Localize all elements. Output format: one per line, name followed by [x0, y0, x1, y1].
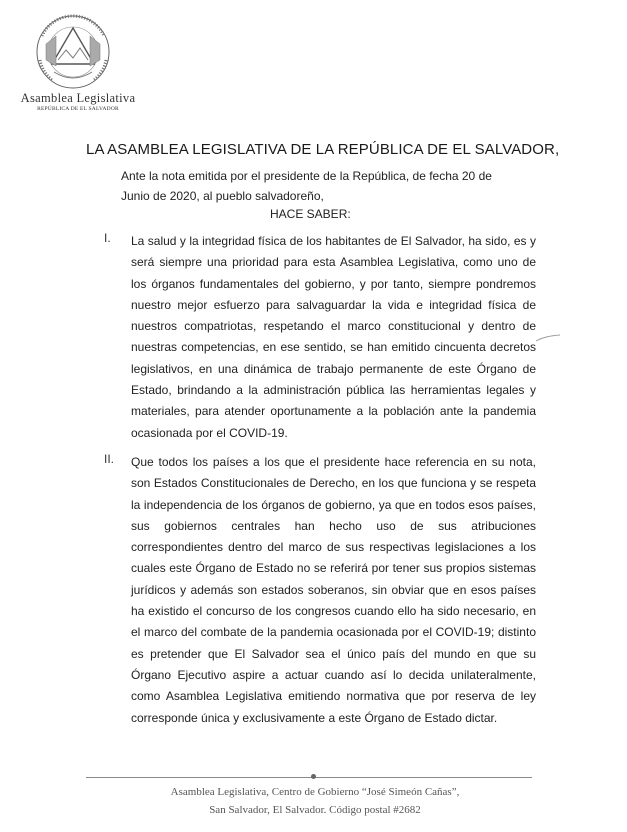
footer-dot-icon	[311, 774, 316, 779]
footer-address-line-2: San Salvador, El Salvador. Código postal #2682	[209, 804, 421, 816]
section-number: II.	[104, 452, 115, 466]
institution-name: Asamblea Legislativa	[20, 91, 136, 105]
hace-saber-heading: HACE SABER:	[270, 207, 351, 221]
section-number: I.	[104, 231, 111, 245]
section-ii	[104, 452, 536, 729]
intro-paragraph: Ante la nota emitida por el presidente de la República, de fecha 20 de Junio de 2020, al pueblo salvadoreño,	[121, 169, 492, 203]
document-heading: LA ASAMBLEA LEGISLATIVA DE LA REPÚBLICA DE EL SALVADOR,	[86, 141, 560, 158]
coat-of-arms-seal-icon	[32, 14, 114, 94]
section-i	[104, 231, 536, 444]
section-text: La salud y la integridad física de los habitantes de El Salvador, ha sido, es y será siempre una prioridad para esta Asamblea Legislativa, como uno de los órganos fundamentales del gobierno, y por tanto, siempre pondremos nuestro mejor esfuerzo para salvaguardar la vida e integridad física de nuestros compatriotas, respetando el marco constitucional y dentro de nuestras competencias, en ese sentido, se han emitido cincuenta decretos legislativos, en una dinámica de trabajo permanente de este Órgano de Estado, brindando a la administración pública las herramientas legales y materiales, para atender oportunamente a la población ante la pandemia ocasionada por el COVID-19.	[131, 234, 536, 440]
institution-subtitle: REPÚBLICA DE EL SALVADOR	[37, 106, 119, 112]
footer-divider	[86, 777, 532, 778]
footer-address-line-1: Asamblea Legislativa, Centro de Gobierno “José Simeón Cañas”,	[170, 786, 460, 798]
section-text: Que todos los países a los que el presidente hace referencia en su nota, son Estados Constitucionales de Derecho, en los que funciona y se respeta la independencia de los órganos de gobierno, ya que en todos esos países, sus gobiernos centrales han hecho uso de sus atribuciones correspondientes dentro del marco de sus respectivas legislaciones a los cuales este Órgano de Estado no se referirá por tener sus propios sistemas jurídicos y además son estados soberanos, sin obviar que en esos países ha existido el concurso de los congresos cuando ello ha sido necesario, en el marco del combate de la pandemia ocasionada por el COVID-19; distinto es pretender que El Salvador sea el único país del mundo en que su Órgano Ejecutivo aspire a actuar cuando así lo decida unilateralmente, como Asamblea Legislativa emitiendo normativa que por reserva de ley corresponde única y exclusivamente a este Órgano de Estado dictar.	[131, 455, 536, 725]
pen-mark-icon	[535, 333, 561, 343]
